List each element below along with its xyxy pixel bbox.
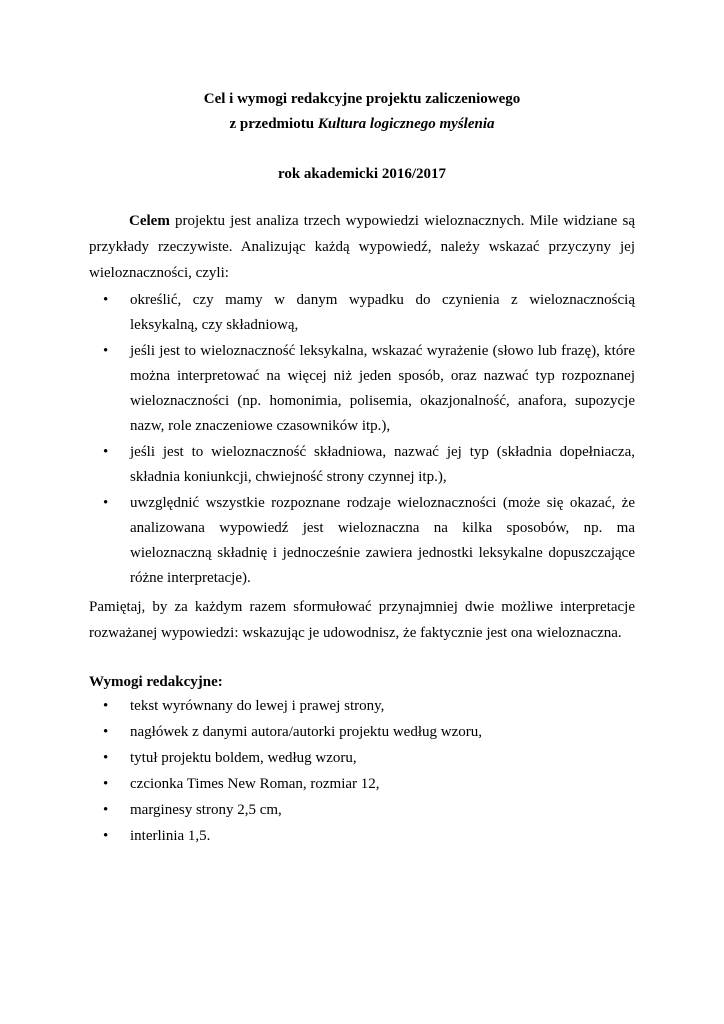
list-item-text: uwzględnić wszystkie rozpoznane rodzaje wieloznaczności (może się okazać, że analizowana wypowiedź jest wieloznaczna na kilka sposobów, np. ma wieloznaczną składnię i jednocześnie zawiera jednostki leksykalne dopuszczające różne interpretacje). [130, 495, 635, 586]
list-item [89, 746, 635, 771]
bullet-icon: • [103, 828, 109, 844]
bullet-icon: • [103, 292, 109, 308]
bullet-icon: • [103, 495, 109, 511]
document-subtitle [89, 112, 635, 137]
requirements-list [89, 694, 635, 850]
intro-paragraph [89, 208, 635, 286]
list-item-text: tekst wyrównany do lewej i prawej strony, [130, 698, 385, 714]
task-list [89, 288, 635, 592]
list-item [89, 491, 635, 591]
reminder-paragraph: Pamiętaj, by za każdym razem sformułować przynajmniej dwie możliwe interpretacje rozważanej wypowiedzi: wskazując je udowodnisz, że faktycznie jest ona wieloznaczna. [89, 599, 635, 641]
intro-text: projektu jest analiza trzech wypowiedzi wieloznacznych. Mile widziane są przykłady rzeczywiste. Analizując każdą wypowiedź, należy wskazać przyczyny jej wieloznaczności, czyli: [89, 213, 635, 281]
subtitle-prefix: z przedmiotu [229, 116, 318, 132]
bullet-icon: • [103, 444, 109, 460]
list-item [89, 440, 635, 490]
list-item [89, 772, 635, 797]
list-item-text: tytuł projektu boldem, według wzoru, [130, 750, 357, 766]
list-item [89, 798, 635, 823]
document-title: Cel i wymogi redakcyjne projektu zaliczeniowego [203, 91, 521, 107]
list-item-text: interlinia 1,5. [130, 828, 211, 844]
bullet-icon: • [103, 343, 109, 359]
list-item [89, 339, 635, 439]
list-item-text: marginesy strony 2,5 cm, [130, 802, 282, 818]
list-item-text: nagłówek z danymi autora/autorki projektu według wzoru, [130, 724, 482, 740]
academic-year: rok akademicki 2016/2017 [277, 166, 447, 182]
list-item-text: jeśli jest to wieloznaczność leksykalna, wskazać wyrażenie (słowo lub frazę), które można interpretować na więcej niż jeden sposób, oraz nazwać typ rozpoznanej wieloznaczności (np. homonimia, polisemia, okazjonalność, anafora, supozycje nazw, role znaczeniowe czasowników itp.), [130, 343, 635, 434]
intro-lead-word: Celem [129, 213, 170, 229]
subject-name: Kultura logicznego myślenia [317, 116, 495, 132]
list-item-text: określić, czy mamy w danym wypadku do czynienia z wieloznacznością leksykalną, czy składniową, [130, 292, 635, 333]
bullet-icon: • [103, 750, 109, 766]
list-item [89, 824, 635, 849]
requirements-heading: Wymogi redakcyjne: [89, 674, 223, 690]
list-item [89, 694, 635, 719]
list-item-text: czcionka Times New Roman, rozmiar 12, [130, 776, 380, 792]
list-item [89, 720, 635, 745]
bullet-icon: • [103, 724, 109, 740]
bullet-icon: • [103, 698, 109, 714]
list-item-text: jeśli jest to wieloznaczność składniowa, nazwać jej typ (składnia dopełniacza, składnia koniunkcji, chwiejność strony czynnej itp.), [130, 444, 635, 485]
list-item [89, 288, 635, 338]
bullet-icon: • [103, 802, 109, 818]
bullet-icon: • [103, 776, 109, 792]
